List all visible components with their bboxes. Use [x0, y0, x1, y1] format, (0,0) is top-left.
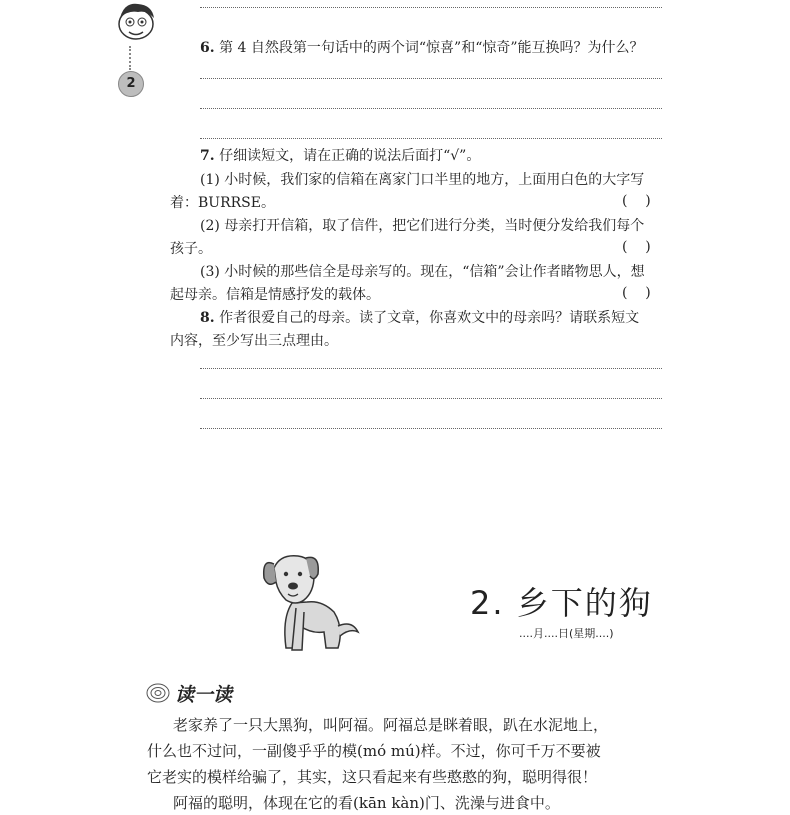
date-line: ....月....日(星期....)	[519, 627, 614, 640]
question-8: 8. 作者很爱自己的母亲。读了文章，你喜欢文中的母亲吗？请联系短文	[200, 310, 640, 326]
passage-line: 它老实的模样给骗了，其实，这只看起来有些憨憨的狗，聪明得很！	[147, 768, 598, 786]
mascot-head-icon	[112, 0, 160, 44]
passage-line: 什么也不过问，一副傻乎乎的模(mó mú)样。不过，你可千万不要被	[147, 742, 601, 760]
answer-bracket[interactable]: ( )	[622, 193, 651, 209]
passage-line: 阿福的聪明，体现在它的看(kān kàn)门、洗澡与进食中。	[173, 794, 560, 812]
section-heading: 读一读	[175, 684, 233, 706]
q7-item-1-line2: 着：BURRSE。	[170, 195, 275, 211]
lesson-title: 2. 乡下的狗	[470, 584, 653, 622]
answer-bracket[interactable]: ( )	[622, 285, 651, 301]
passage-line: 老家养了一只大黑狗，叫阿福。阿福总是眯着眼，趴在水泥地上，	[173, 716, 609, 734]
q7-item-3-line1: (3) 小时候的那些信全是母亲写的。现在，“信箱”会让作者睹物思人，想	[200, 264, 645, 280]
answer-line	[200, 398, 662, 399]
page-number-badge: 2	[118, 71, 144, 97]
answer-line	[200, 78, 662, 79]
q7-item-3-line2: 起母亲。信箱是情感抒发的载体。	[170, 287, 380, 303]
margin-dots	[129, 46, 131, 70]
answer-line	[200, 138, 662, 139]
question-8-line2: 内容，至少写出三点理由。	[170, 333, 338, 349]
q7-item-2-line1: (2) 母亲打开信箱，取了信件，把它们进行分类，当时便分发给我们每个	[200, 218, 645, 234]
answer-line	[200, 368, 662, 369]
answer-line	[200, 428, 662, 429]
question-7: 7. 仔细读短文，请在正确的说法后面打“√”。	[200, 148, 481, 164]
q7-item-2-line2: 孩子。	[170, 241, 212, 257]
answer-line	[200, 108, 662, 109]
answer-line	[200, 7, 662, 8]
dog-illustration-icon	[252, 548, 362, 660]
swirl-icon	[145, 682, 171, 704]
q7-item-1-line1: (1) 小时候，我们家的信箱在离家门口半里的地方，上面用白色的大字写	[200, 172, 645, 188]
answer-bracket[interactable]: ( )	[622, 239, 651, 255]
question-6: 6. 第 4 自然段第一句话中的两个词“惊喜”和“惊奇”能互换吗？为什么？	[200, 40, 644, 56]
